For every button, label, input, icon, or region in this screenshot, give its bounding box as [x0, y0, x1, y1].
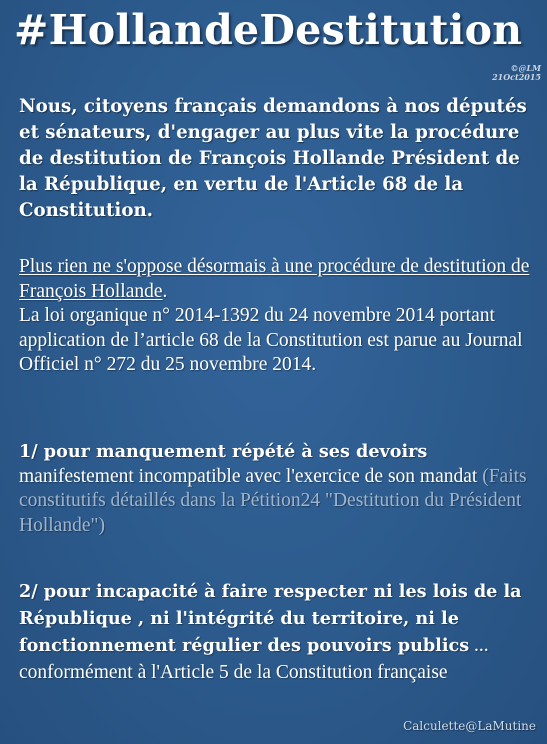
point-1-petition-note: (Faits constitutifs détaillés dans la Pétition24 "Destitution du Président Hollande") — [19, 465, 527, 536]
credit-signature: Calculette@LaMutine — [403, 719, 536, 733]
law-text: La loi organique n° 2014-1392 du 24 novembre 2014 portant application de l’article 68 de la Constitution est parue au Journal Officiel n° 272 du 25 novembre 2014. — [19, 305, 523, 375]
underlined-statement: Plus rien ne s'oppose désormais à une procédure de destitution de François Hollande — [19, 256, 530, 302]
signature-line-2: 21Oct2015 — [492, 72, 541, 82]
point-1-text: manifestement incompatible avec l'exercice de son mandat — [19, 465, 478, 487]
point-1-paragraph — [19, 440, 541, 538]
signature-watermark — [492, 64, 541, 82]
point-1-heading: 1/ pour manquement répété à ses devoirs — [19, 441, 428, 462]
demand-paragraph: Nous, citoyens français demandons à nos députés et sénateurs, d'engager au plus vite la procédure de destitution de François Hollande Président de la République, en vertu de l'Article 68 de la Constitution. — [19, 96, 527, 221]
law-paragraph — [19, 255, 541, 378]
point-2-text: ... conformément à l'Article 5 de la Constitution française — [19, 635, 489, 683]
point-2-heading: 2/ pour incapacité à faire respecter ni les lois de la République , ni l'intégrité du territoire, ni le fonctionnement régulier des pouvoirs publics — [19, 581, 522, 656]
point-2-paragraph — [19, 578, 541, 686]
signature-line-1: ©@LM — [510, 63, 541, 73]
statement-period: . — [162, 280, 168, 302]
hashtag-title: #HollandeDestitution — [14, 6, 523, 54]
